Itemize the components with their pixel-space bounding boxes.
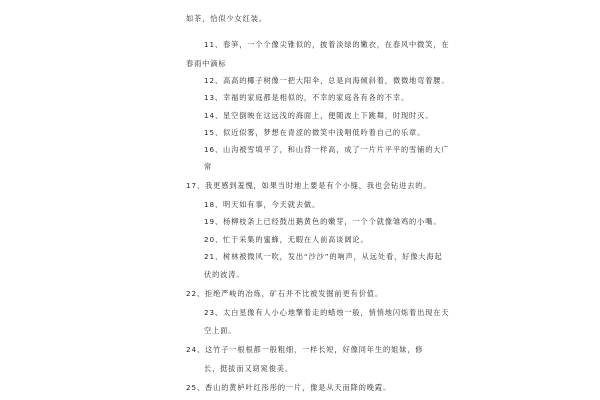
text-line: 12、高高的椰子树像一把大阳伞，总是向海倾斜着，微微地弯着腰。 <box>204 76 450 85</box>
text-line: 长，挺拔而又窈窕俊美。 <box>204 364 293 373</box>
text-line: 13、幸福的家庭都是相似的，不幸的家庭各有各的不幸。 <box>204 93 410 102</box>
text-line: 11、春笋，一个个像尖锥似的，披着淡绿的嫩衣，在春风中微笑，在 <box>204 40 450 49</box>
text-line: 14、星空倒映在这远浅的海面上，便随波上下跳舞，时现时灭。 <box>204 111 434 120</box>
text-line: 25、香山的黄栌叶红彤彤的一片，像是从天而降的晚霞。 <box>186 383 392 392</box>
text-line: 20、忙于采集的蜜蜂，无暇在人前高谈阔论。 <box>204 235 369 244</box>
text-line: 21、树林被微风一吹，发出“沙沙”的响声，从远处看，好像大海起 <box>204 252 443 261</box>
text-line: 18、明天如有事，今天就去做。 <box>204 200 321 209</box>
text-line: 23、太白星像有人小心地擎着走的蜡烛一般，悄悄地闪烁着出现在天 <box>204 308 450 317</box>
text-line: 15、似近似雾，梦想在青涩的微笑中浅唱低吟着自己的乐章。 <box>204 128 426 137</box>
text-line: 常 <box>204 162 213 171</box>
text-line: 春雨中滴标 <box>186 59 227 68</box>
text-line: 22、拒绝严峻的冶炼，矿石并不比被发掘前更有价值。 <box>186 289 383 298</box>
text-line: 16、山沟被雪填平了，和山背一样高，成了一片片平平的雪铺的大广 <box>204 145 450 154</box>
text-line: 如茶，恰似少女红装。 <box>186 14 267 23</box>
text-line: 17、我更感到羞愧，如果当时地上要是有个小缝，我也会钻进去的。 <box>186 181 432 190</box>
text-line: 24、这竹子一根根都一般粗细，一样长短，好像同年生的姐妹，修 <box>186 345 424 354</box>
text-line: 19、杨柳枝条上已经鼓出鹅黄色的嫩芽，一个个就像雏鸡的小嘴。 <box>204 217 442 226</box>
text-line: 空上面。 <box>204 326 237 335</box>
text-line: 伏的波涛。 <box>204 270 245 279</box>
